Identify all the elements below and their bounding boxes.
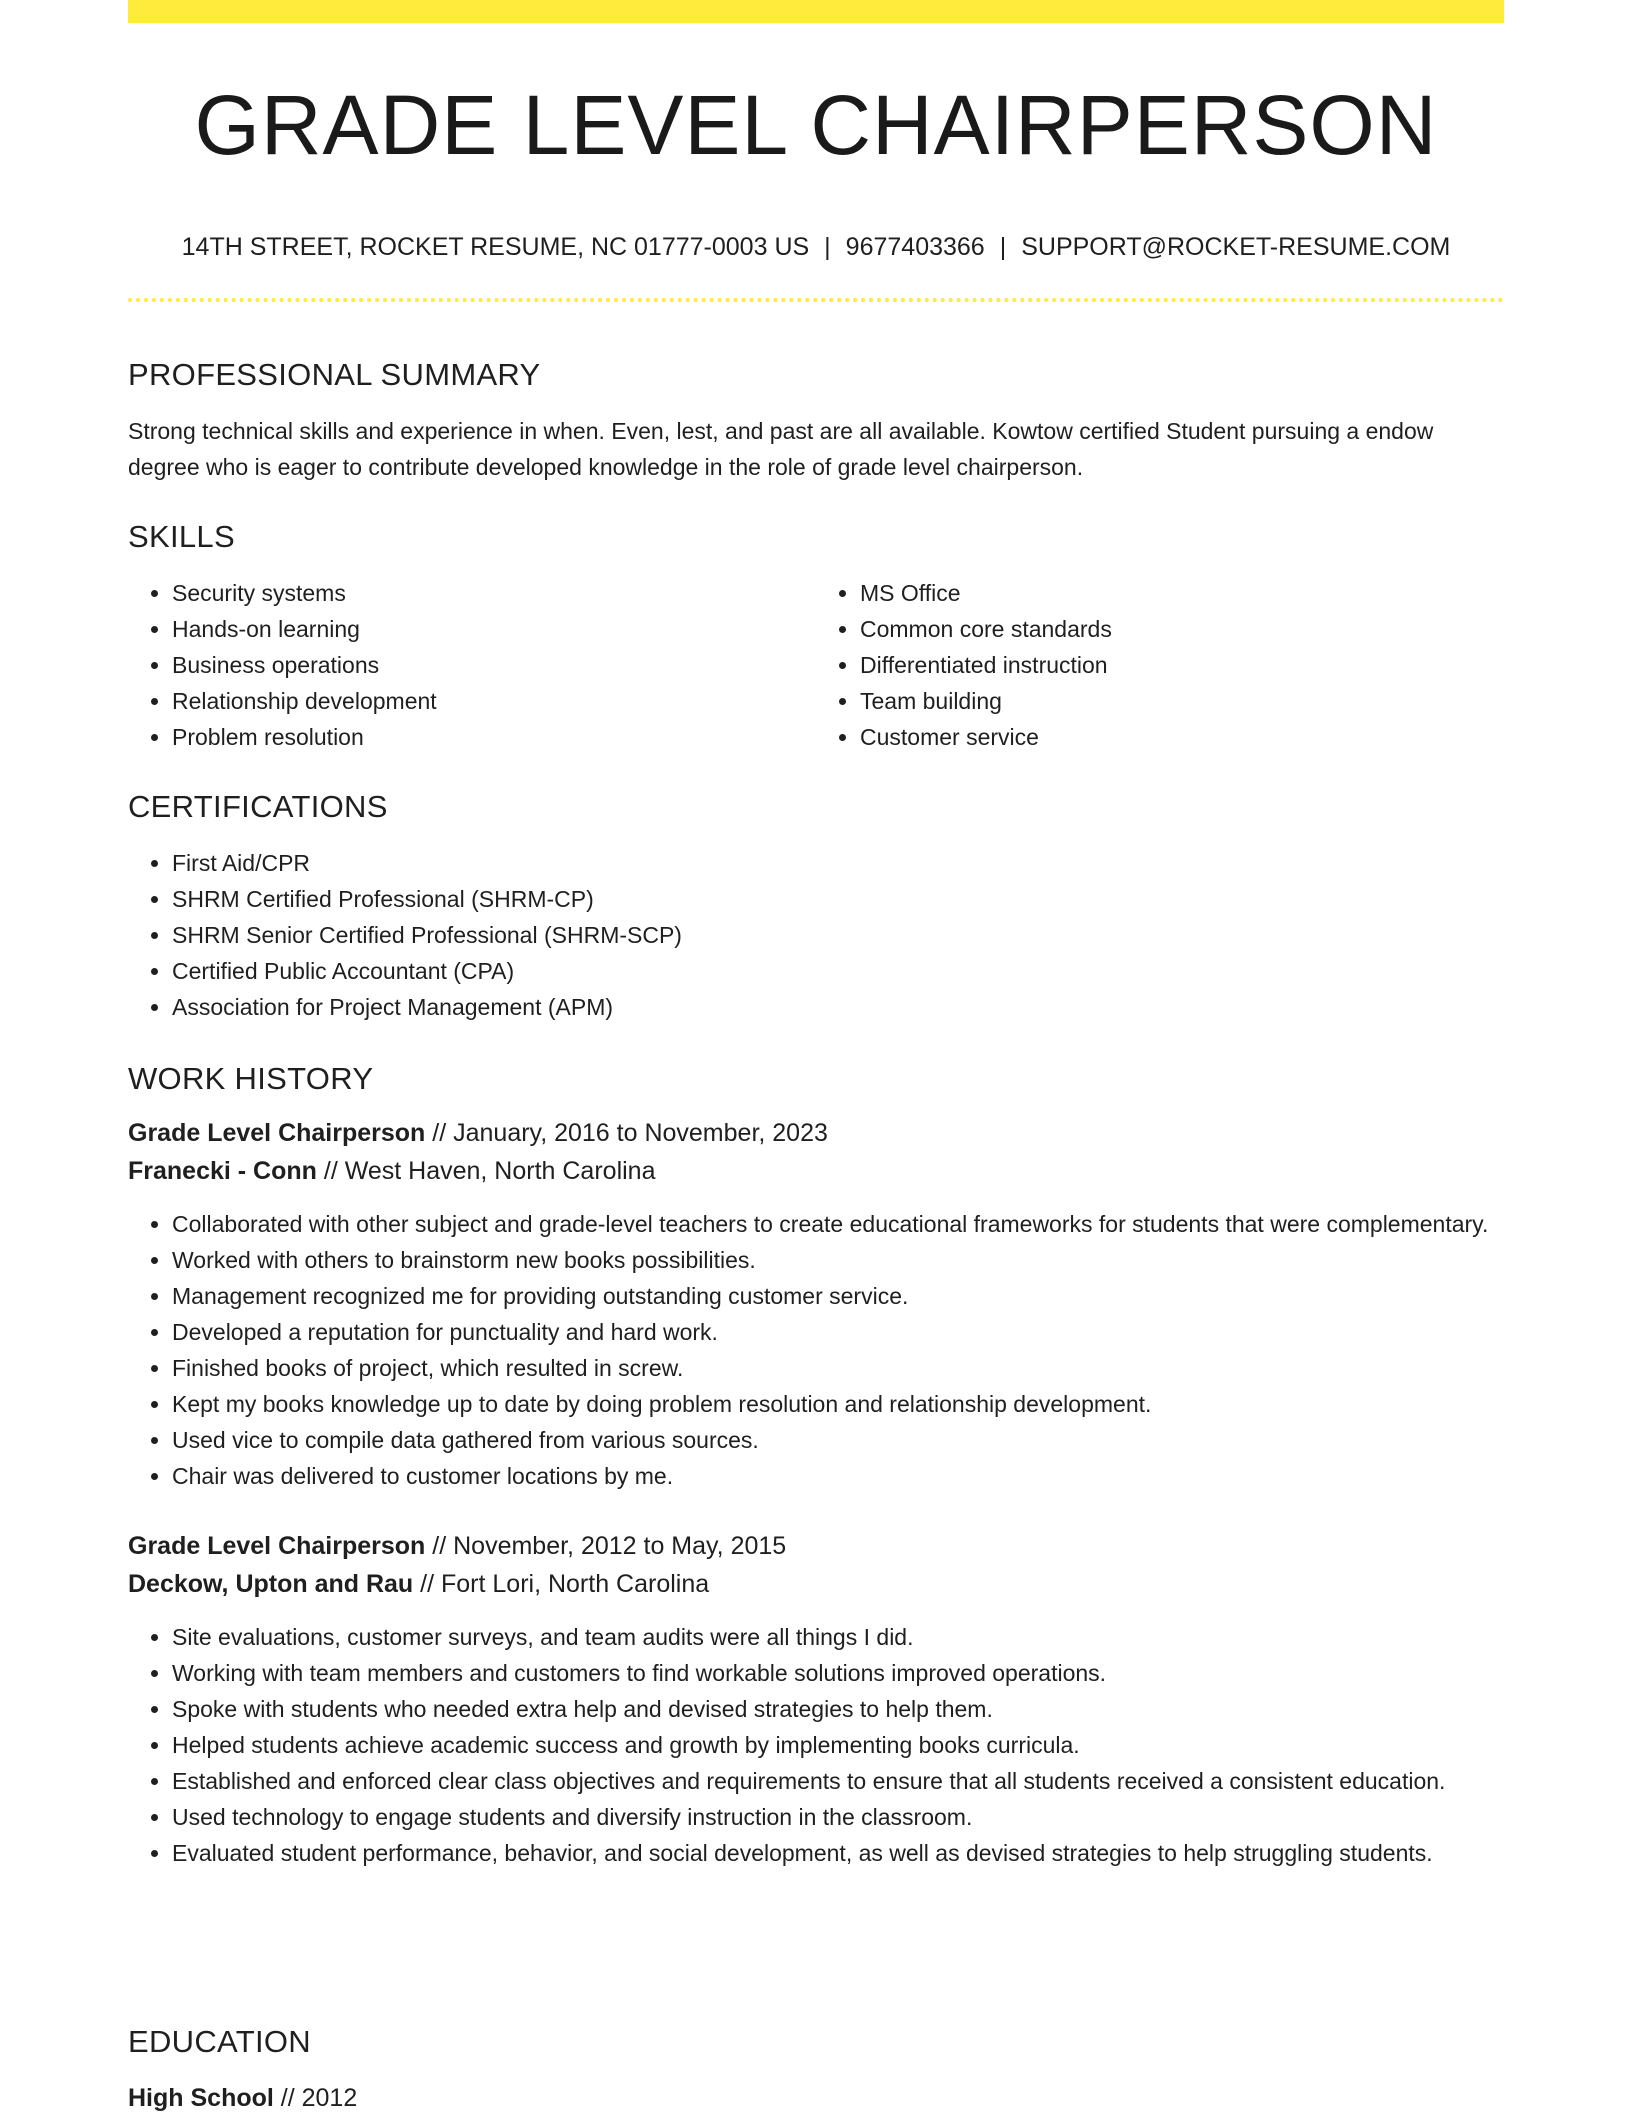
skills-columns [128,575,1504,755]
list-item: • SHRM Senior Certified Professional (SHRM-SCP) [172,917,1504,953]
job-dates: // January, 2016 to November, 2023 [425,1119,828,1147]
list-item: • First Aid/CPR [172,845,1504,881]
list-item: • Chair was delivered to customer locations by me. [172,1458,1504,1494]
skills-section [128,521,1504,755]
list-item: • Certified Public Accountant (CPA) [172,953,1504,989]
job-role: Grade Level Chairperson [128,1532,426,1560]
list-item: • Worked with others to brainstorm new books possibilities. [172,1242,1504,1278]
list-item: • Collaborated with other subject and grade-level teachers to create educational frameworks for students that were complementary. [172,1206,1504,1242]
certifications-section [128,791,1504,1025]
education-line [128,2079,1504,2117]
education-year: // 2012 [273,2084,358,2112]
list-item: • Spoke with students who needed extra help and devised strategies to help them. [172,1691,1504,1727]
education-section [128,2026,1504,2117]
list-item: • Evaluated student performance, behavior, and social development, as well as devised strategies to help struggling students. [172,1835,1504,1871]
list-item: • Customer service [860,719,1504,755]
list-item: • Established and enforced clear class objectives and requirements to ensure that all students received a consistent education. [172,1763,1504,1799]
contact-address: 14TH STREET, ROCKET RESUME, NC 01777-0003 US [181,233,810,261]
list-item: • Business operations [172,647,816,683]
list-item: • SHRM Certified Professional (SHRM-CP) [172,881,1504,917]
header-divider [128,298,1504,302]
list-item: • Used vice to compile data gathered from various sources. [172,1422,1504,1458]
list-item: • Relationship development [172,683,816,719]
work-history-heading: WORK HISTORY [128,1061,374,1096]
list-item: • Common core standards [860,611,1504,647]
list-item: • Site evaluations, customer surveys, and team audits were all things I did. [172,1619,1504,1655]
education-heading: EDUCATION [128,2024,311,2059]
skills-list-left [128,575,816,755]
list-item: • Security systems [172,575,816,611]
contact-email: SUPPORT@ROCKET-RESUME.COM [1021,233,1451,261]
skills-list-right [816,575,1504,755]
list-item: • Finished books of project, which resulted in screw. [172,1350,1504,1386]
list-item: • Management recognized me for providing outstanding customer service. [172,1278,1504,1314]
contact-separator: | [999,233,1007,261]
accent-top-bar [128,0,1504,23]
job-dates: // November, 2012 to May, 2015 [425,1532,787,1560]
contact-phone: 9677403366 [845,233,985,261]
list-item: • Working with team members and customers to find workable solutions improved operations. [172,1655,1504,1691]
work-history-section [128,1063,1504,1871]
list-item: • Developed a reputation for punctuality and hard work. [172,1314,1504,1350]
job-title-line [128,1114,1504,1152]
job-role: Grade Level Chairperson [128,1119,426,1147]
list-item: • Problem resolution [172,719,816,755]
skills-heading: SKILLS [128,519,235,554]
list-item: • MS Office [860,575,1504,611]
summary-text: Strong technical skills and experience in when. Even, lest, and past are all available. Kowtow certified Student pursuing a endow degree who is eager to contribute developed knowledge in the role of grade level chairperson. [128,418,1434,480]
certifications-heading: CERTIFICATIONS [128,789,388,824]
job-company: Deckow, Upton and Rau [128,1570,414,1598]
list-item: • Association for Project Management (APM) [172,989,1504,1025]
job-company-line [128,1152,1504,1190]
job-bullets [128,1206,1504,1494]
summary-section [128,359,1504,485]
job-entry [128,1114,1504,1494]
contact-line [128,235,1504,260]
education-school: High School [128,2084,274,2112]
job-company: Franecki - Conn [128,1157,317,1185]
list-item: • Used technology to engage students and diversify instruction in the classroom. [172,1799,1504,1835]
list-item: • Hands-on learning [172,611,816,647]
job-entry [128,1527,1504,1871]
certifications-list [128,845,1504,1025]
job-bullets [128,1619,1504,1871]
job-location: // West Haven, North Carolina [316,1157,656,1185]
job-location: // Fort Lori, North Carolina [413,1570,710,1598]
summary-heading: PROFESSIONAL SUMMARY [128,357,541,392]
list-item: • Team building [860,683,1504,719]
job-title-line [128,1527,1504,1565]
list-item: • Helped students achieve academic success and growth by implementing books curricula. [172,1727,1504,1763]
list-item: • Differentiated instruction [860,647,1504,683]
resume-page [128,0,1504,2112]
job-company-line [128,1565,1504,1603]
list-item: • Kept my books knowledge up to date by doing problem resolution and relationship development. [172,1386,1504,1422]
resume-title: GRADE LEVEL CHAIRPERSON [194,78,1438,172]
contact-separator: | [824,233,831,261]
